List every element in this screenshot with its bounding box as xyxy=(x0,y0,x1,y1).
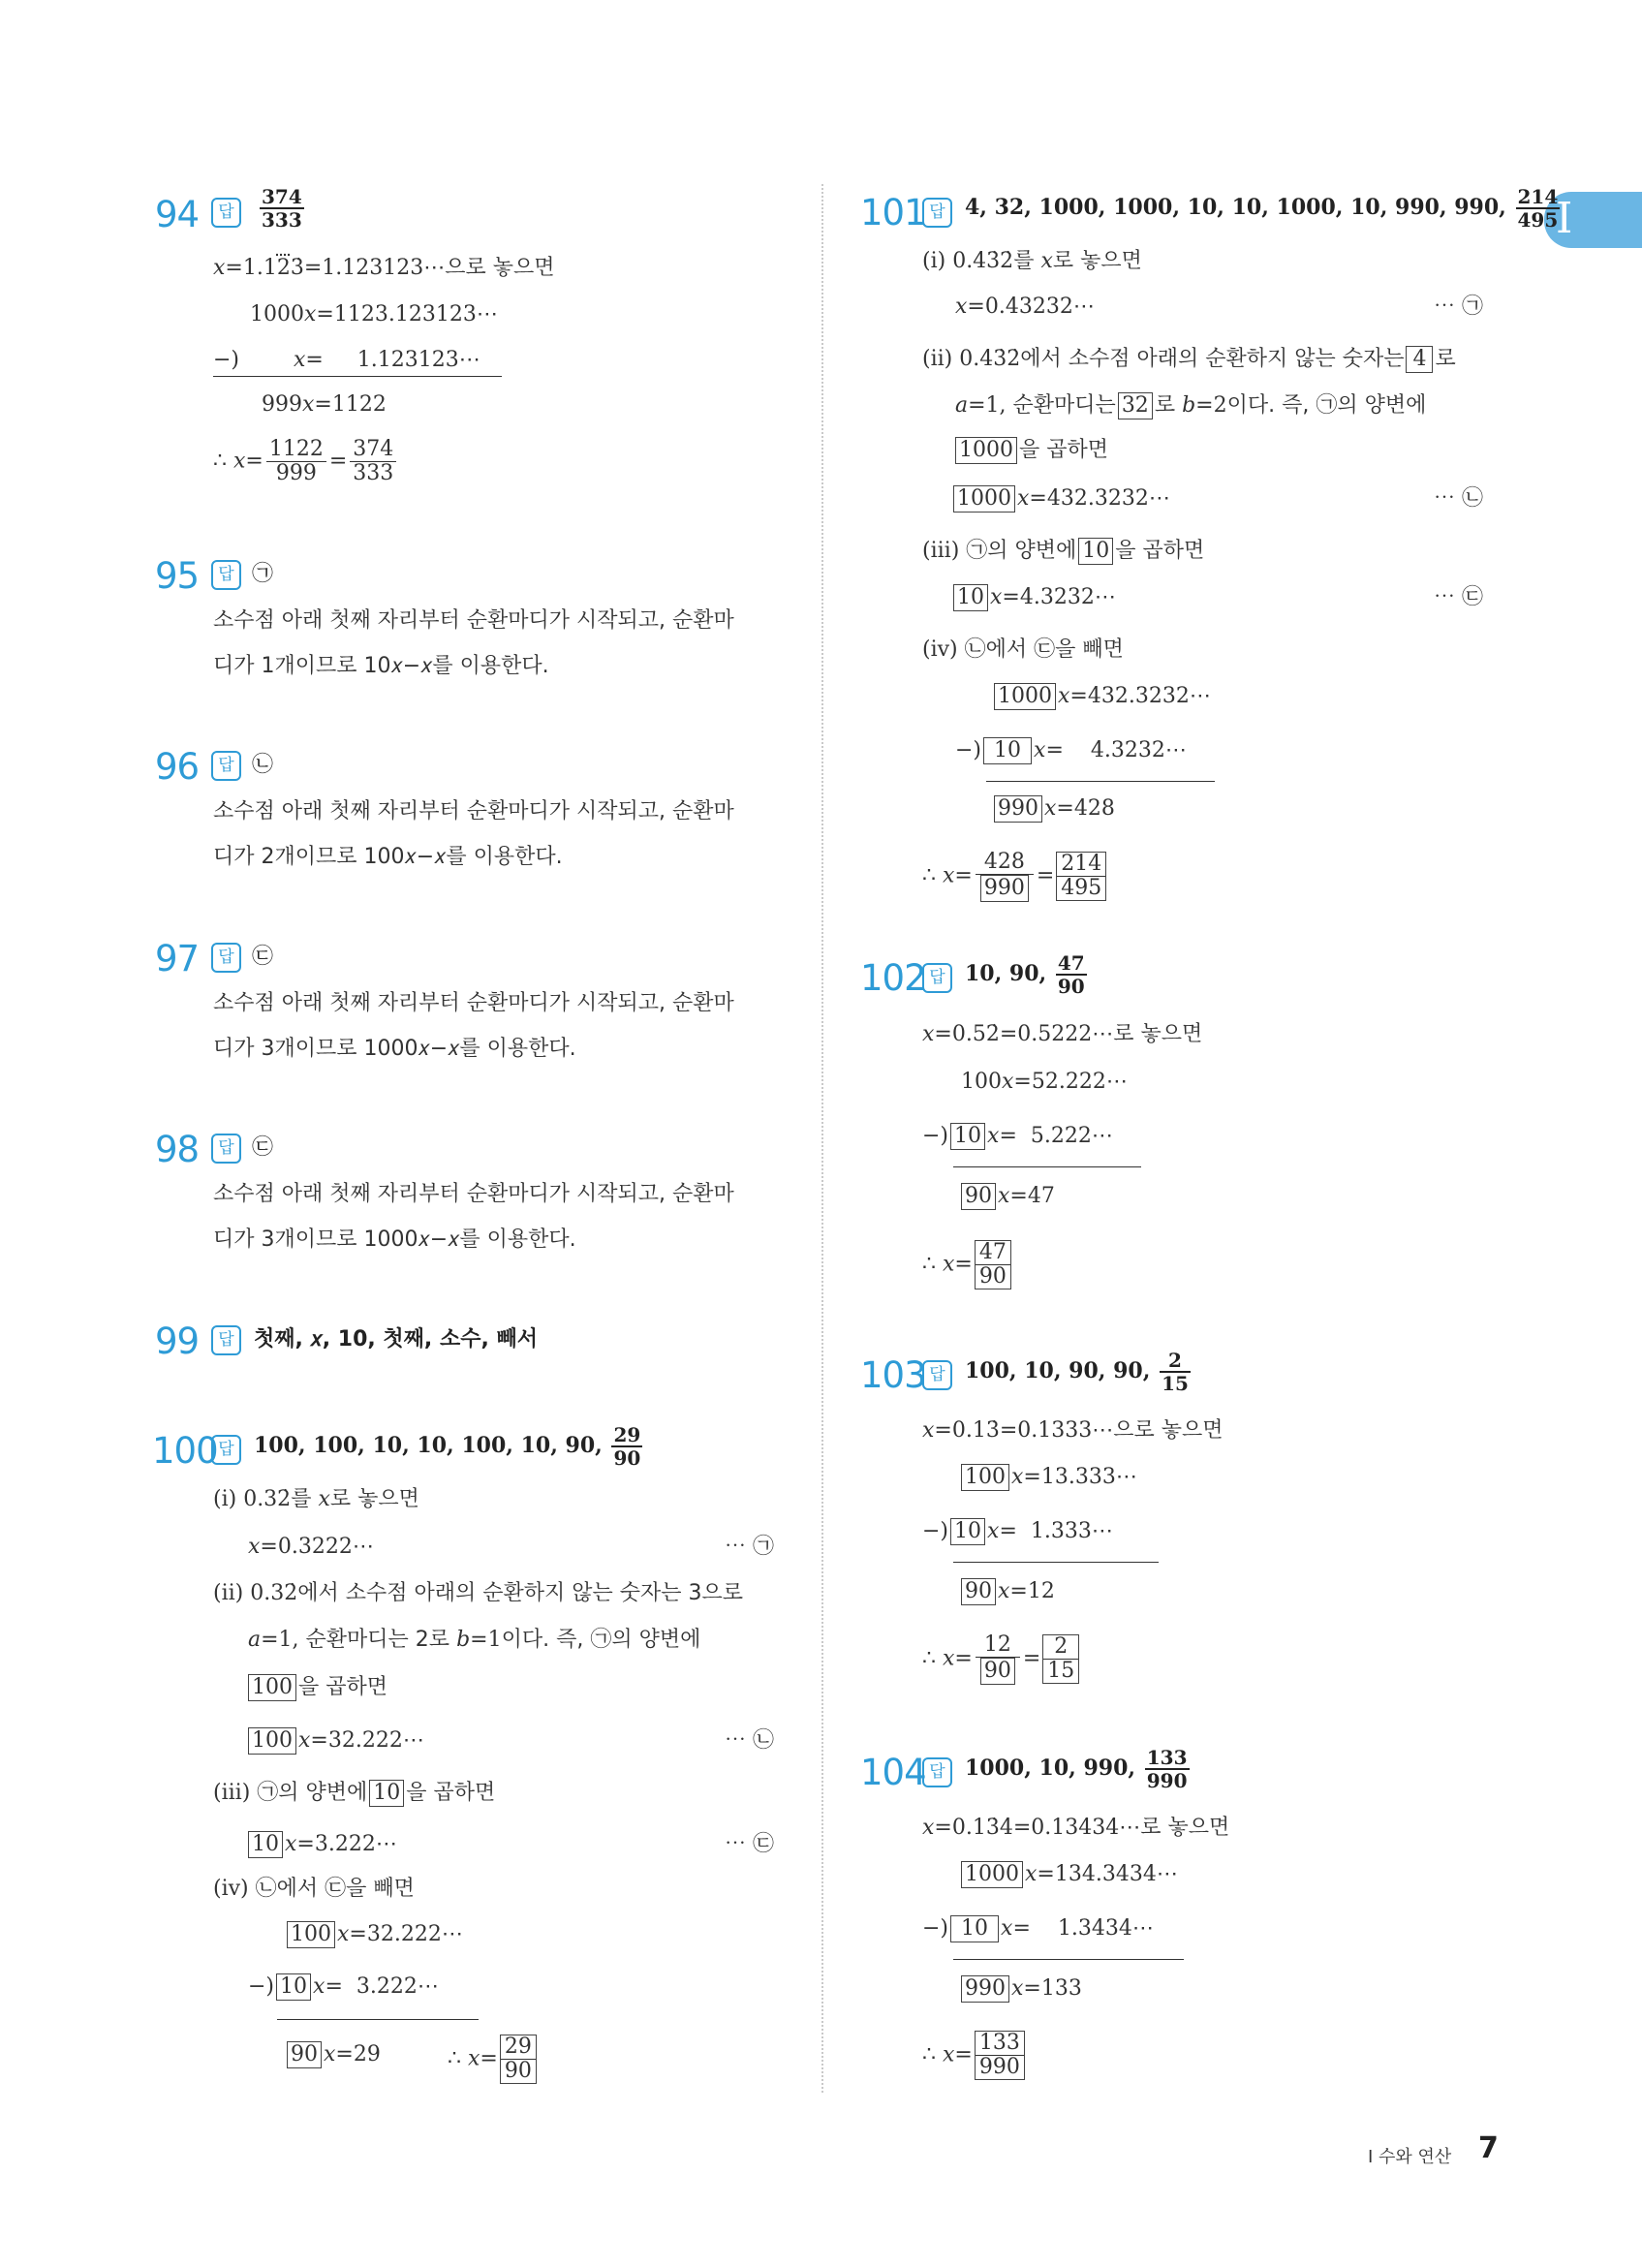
answer-text: ㉡ xyxy=(252,753,274,777)
solution-line: x=0.13̇4̇=0.13434⋯로 놓으면 xyxy=(922,1816,1230,1840)
solution-line: −) 10 x= 4.3232⋯ xyxy=(955,738,1187,762)
answer-badge: 답 xyxy=(211,1325,241,1355)
problem-number: 101 xyxy=(860,192,926,233)
answer-text: 첫째, 𝑥, 10, 첫째, 소수, 빼서 xyxy=(254,1327,538,1351)
answer-text xyxy=(965,1350,1191,1394)
subtraction-line xyxy=(953,1562,1159,1563)
solution-line: x=0.3222⋯ xyxy=(248,1535,374,1559)
answer-badge: 답 xyxy=(922,1360,952,1390)
solution-line: a=1, 순환마디는 2로 b=1이다. 즉, ㉠의 양변에 xyxy=(248,1628,701,1652)
solution-line: 100 x=13.333⋯ xyxy=(959,1463,1137,1492)
solution-line: 100 x=32.222⋯ xyxy=(285,1920,463,1949)
solution-line: 1000 을 곱하면 xyxy=(953,436,1108,465)
solution-line: x=1.123̇=1.123123⋯으로 놓으면 xyxy=(213,256,555,280)
problem-number: 104 xyxy=(860,1752,926,1793)
answer-badge: 답 xyxy=(211,560,241,590)
answer-text xyxy=(258,186,304,231)
solution-line: (ⅲ) ㉠의 양변에 10 을 곱하면 xyxy=(922,539,1205,563)
footer-section: Ⅰ 수와 연산 xyxy=(1368,2147,1452,2167)
answer-fraction: $\frac{133}{990}$ xyxy=(1146,1746,1188,1792)
solution-line: 90 x=29 xyxy=(285,2040,381,2069)
answer-text: ㉢ xyxy=(252,945,274,969)
solution-line: (ⅰ) 0.43̇2̇를 x로 놓으면 xyxy=(922,249,1142,273)
solution-line: −) 10 x= 3.222⋯ xyxy=(248,1974,439,1999)
solution-line: 1000 x=432.3232⋯ xyxy=(992,682,1211,711)
explanation-line: 소수점 아래 첫째 자리부터 순환마디가 시작되고, 순환마 xyxy=(213,799,734,823)
answer-fraction: $\frac{2}{15}$ xyxy=(1162,1349,1189,1395)
solution-line: 999x=1122 xyxy=(262,392,387,417)
problem-number: 103 xyxy=(860,1354,926,1396)
explanation-line: 디가 3개이므로 1000𝑥−𝑥를 이용한다. xyxy=(213,1037,576,1061)
problem-number: 99 xyxy=(155,1320,200,1362)
explanation-line: 디가 1개이므로 10𝑥−𝑥를 이용한다. xyxy=(213,654,549,678)
solution-line: ∴ x= $\frac{133}{990}$ xyxy=(922,2031,1027,2080)
solution-line: 1000x=1123.123123⋯ xyxy=(250,302,498,326)
answer-badge: 답 xyxy=(922,1757,952,1787)
problem-number: 98 xyxy=(155,1129,200,1170)
chapter-tab-label: I xyxy=(1556,194,1573,243)
solution-line: −) x= 1.123123⋯ xyxy=(213,348,480,372)
answer-values: 10, 90, xyxy=(965,961,1047,986)
solution-line: ∴ x= $\frac{47}{90}$ xyxy=(922,1240,1013,1289)
answer-badge: 답 xyxy=(211,1435,241,1465)
answer-fraction: $\frac{374}{333}$ xyxy=(262,185,302,232)
answer-text: ㉠ xyxy=(252,562,274,586)
solution-line: 90 x=12 xyxy=(959,1577,1055,1606)
answer-fraction: $\frac{47}{90}$ xyxy=(1057,951,1085,998)
page-number: 7 xyxy=(1478,2131,1499,2165)
solution-line: ∴ x= $\frac{428}{990}$ = $\frac{214}{495}$ xyxy=(922,851,1108,902)
problem-number: 95 xyxy=(155,555,200,597)
explanation-line: 디가 2개이므로 100𝑥−𝑥를 이용한다. xyxy=(213,845,563,869)
subtraction-line xyxy=(986,781,1215,782)
subtraction-line xyxy=(953,1166,1141,1167)
equation-tag: ⋯ ㉢ xyxy=(725,1832,774,1856)
problem-number: 97 xyxy=(155,938,200,979)
solution-line: (ⅰ) 0.32̇를 x로 놓으면 xyxy=(213,1487,419,1511)
answer-values: 100, 10, 90, 90, xyxy=(965,1358,1151,1383)
solution-line: 10 x=3.222⋯ xyxy=(246,1830,397,1859)
problem-number: 94 xyxy=(155,194,200,235)
explanation-line: 디가 3개이므로 1000𝑥−𝑥를 이용한다. xyxy=(213,1227,576,1252)
problem-number: 102 xyxy=(860,957,926,999)
answer-text xyxy=(965,1747,1190,1791)
answer-text xyxy=(965,952,1087,997)
solution-line: x=0.13̇=0.1333⋯으로 놓으면 xyxy=(922,1418,1224,1443)
solution-line: 10 x=4.3232⋯ xyxy=(951,583,1116,612)
solution-line: (ⅱ) 0.32̇에서 소수점 아래의 순환하지 않는 숫자는 3으로 xyxy=(213,1581,743,1605)
solution-line: 990 x=133 xyxy=(959,1974,1082,2004)
answer-text: ㉢ xyxy=(252,1135,274,1160)
solution-line: 1000 x=432.3232⋯ xyxy=(951,484,1170,513)
solution-line: 1000 x=134.3434⋯ xyxy=(959,1860,1178,1889)
answer-badge: 답 xyxy=(211,198,241,228)
equation-tag: ⋯ ㉡ xyxy=(725,1728,774,1753)
solution-line: 990 x=428 xyxy=(992,794,1115,823)
equation-tag: ⋯ ㉠ xyxy=(1434,295,1483,319)
solution-line: x=0.43232⋯ xyxy=(955,295,1095,319)
solution-line: −) 10 x= 1.3434⋯ xyxy=(922,1916,1154,1941)
solution-line: (ⅳ) ㉡에서 ㉢을 빼면 xyxy=(922,637,1124,662)
subtraction-line xyxy=(277,2019,479,2020)
explanation-line: 소수점 아래 첫째 자리부터 순환마디가 시작되고, 순환마 xyxy=(213,991,734,1015)
equation-tag: ⋯ ㉢ xyxy=(1434,585,1483,609)
answer-fraction: $\frac{29}{90}$ xyxy=(613,1423,641,1470)
answer-values: 100, 100, 10, 10, 100, 10, 90, xyxy=(254,1433,603,1458)
solution-line: (ⅳ) ㉡에서 ㉢을 빼면 xyxy=(213,1877,415,1901)
solution-line: 100x=52.222⋯ xyxy=(961,1070,1128,1094)
answer-badge: 답 xyxy=(211,1134,241,1164)
answer-values: 4, 32, 1000, 1000, 10, 10, 1000, 10, 990, 990, xyxy=(965,195,1506,220)
solution-line: (ⅲ) ㉠의 양변에 10 을 곱하면 xyxy=(213,1781,496,1805)
equation-tag: ⋯ ㉡ xyxy=(1434,486,1483,511)
subtraction-line xyxy=(953,1959,1184,1960)
explanation-line: 소수점 아래 첫째 자리부터 순환마디가 시작되고, 순환마 xyxy=(213,608,734,633)
problem-number: 96 xyxy=(155,746,200,788)
solution-line: −) 10 x= 1.333⋯ xyxy=(922,1519,1113,1543)
solution-line: 100 을 곱하면 xyxy=(246,1673,387,1702)
solution-line: 100 x=32.222⋯ xyxy=(246,1726,424,1755)
solution-line: ∴ x= $\frac{1122}{999}$ = $\frac{374}{333}$ xyxy=(213,438,399,485)
solution-line: 90 x=47 xyxy=(959,1182,1055,1211)
problem-number: 100 xyxy=(152,1430,218,1472)
solution-line: −) 10 x= 5.222⋯ xyxy=(922,1124,1113,1148)
answer-values: 1000, 10, 990, xyxy=(965,1755,1136,1781)
answer-text xyxy=(965,186,1560,231)
answer-badge: 답 xyxy=(211,751,241,781)
solution-line: a=1, 순환마디는 32 로 b=2이다. 즉, ㉠의 양변에 xyxy=(955,393,1427,418)
solution-line: x=0.52̇=0.5222⋯로 놓으면 xyxy=(922,1022,1203,1046)
subtraction-line xyxy=(213,376,502,377)
answer-text xyxy=(254,1424,642,1469)
answer-badge: 답 xyxy=(922,963,952,993)
answer-badge: 답 xyxy=(211,943,241,973)
explanation-line: 소수점 아래 첫째 자리부터 순환마디가 시작되고, 순환마 xyxy=(213,1182,734,1206)
solution-line: ∴ x= $\frac{12}{90}$ = $\frac{2}{15}$ xyxy=(922,1633,1081,1685)
column-divider xyxy=(821,184,823,2093)
solution-line: ∴ x= $\frac{29}{90}$ xyxy=(448,2035,539,2084)
solution-line: (ⅱ) 0.43̇2̇에서 소수점 아래의 순환하지 않는 숫자는 4 로 xyxy=(922,347,1456,371)
answer-badge: 답 xyxy=(922,198,952,228)
answer-fraction: $\frac{214}{495}$ xyxy=(1517,185,1559,232)
equation-tag: ⋯ ㉠ xyxy=(725,1535,774,1559)
